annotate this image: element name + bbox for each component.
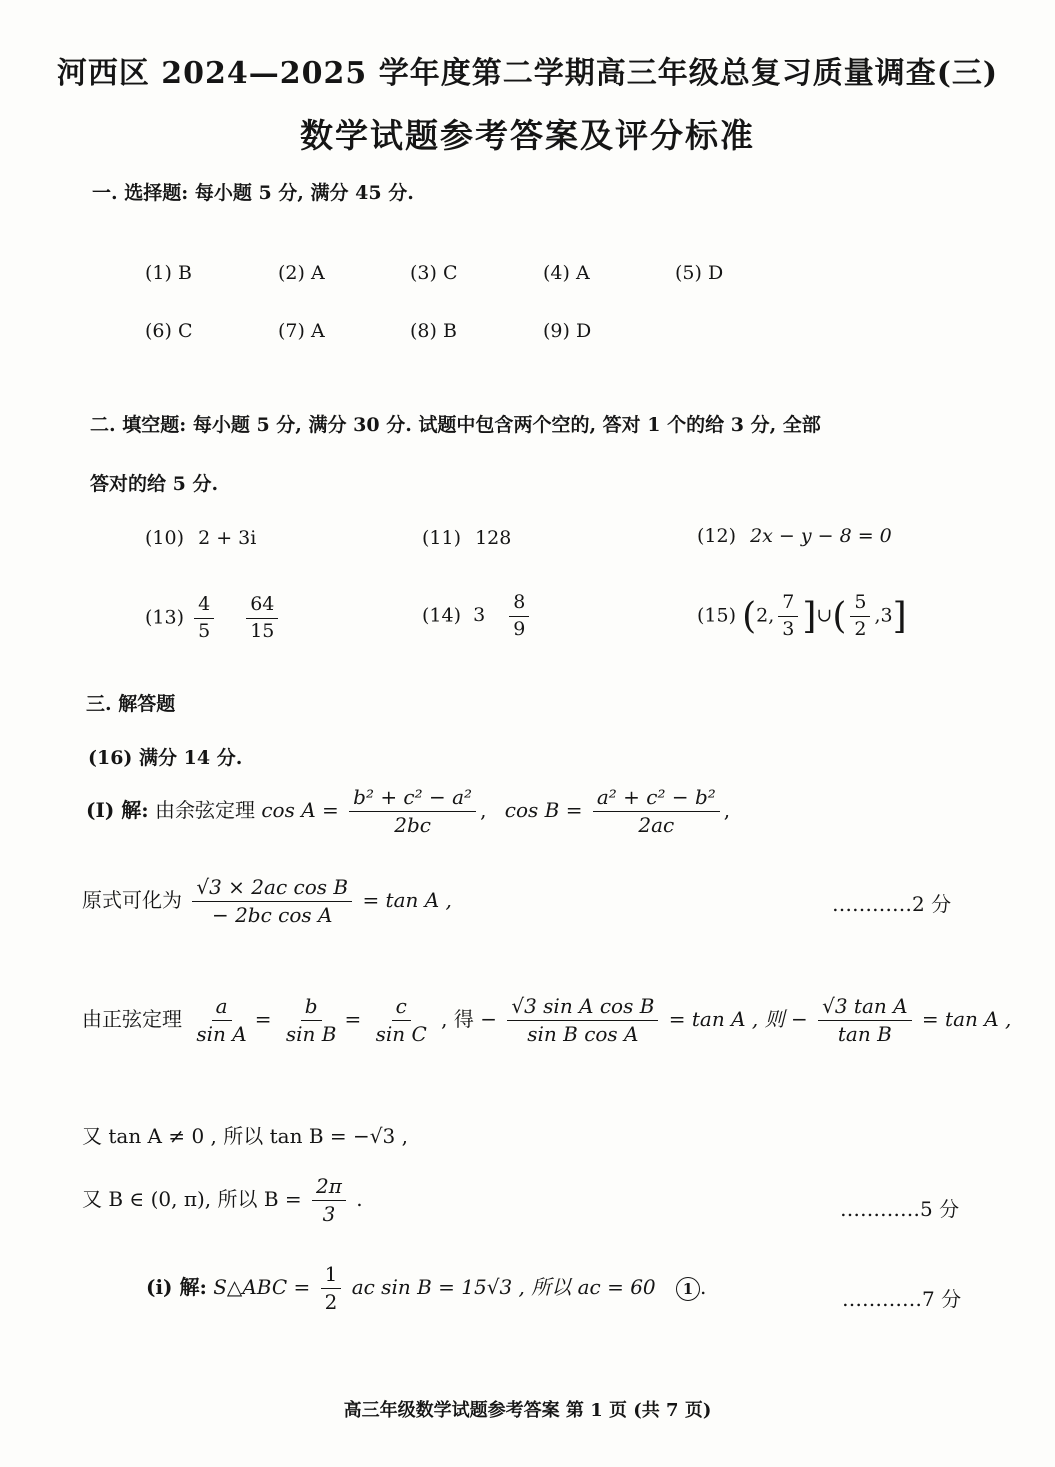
section2-heading-line1: 二. 填空题: 每小题 5 分, 满分 30 分. 试题中包含两个空的, 答对 1 个的给 3 分, 全部 xyxy=(90,414,821,436)
answer-10-label: (10) xyxy=(145,527,185,549)
score-7: …………7 分 xyxy=(842,1287,962,1311)
answer-6: (6) C xyxy=(145,320,193,342)
answer-12-label: (12) xyxy=(697,525,737,547)
area-lhs: S△ABC = xyxy=(213,1275,311,1299)
answer-5: (5) D xyxy=(675,262,724,284)
answer-14-value-1: 3 xyxy=(473,604,486,627)
tanB-line: 又 tan A ≠ 0 , 所以 tan B = −√3 , xyxy=(82,1124,408,1148)
get-text: , 得 − xyxy=(441,1007,497,1031)
answer-3: (3) C xyxy=(410,262,458,284)
document-subtitle: 数学试题参考答案及评分标准 xyxy=(300,116,755,155)
answer-13-fraction-1: $\frac{4}{5}$ xyxy=(194,594,214,643)
law-of-cosines-text: 由余弦定理 xyxy=(155,798,255,822)
part1-cosine-line: (Ⅰ) 解: 由余弦定理 cos A = $\frac{\text{b² + c² − a²}}{2bc}$ , cos B = $\frac{\text{a² + c² − b²}}{2ac}$ , xyxy=(86,785,731,837)
answer-11-value: 128 xyxy=(475,527,512,549)
union-symbol: ∪ xyxy=(816,604,833,627)
area-rhs: ac sin B = 15√3 , 所以 ac = 60 xyxy=(351,1275,656,1299)
question-16-heading: (16) 满分 14 分. xyxy=(88,747,243,769)
answer-14 xyxy=(422,592,533,641)
page-footer: 高三年级数学试题参考答案 第 1 页 (共 7 页) xyxy=(343,1400,712,1421)
answer-2: (2) A xyxy=(278,262,325,284)
answer-15-label: (15) xyxy=(697,604,737,627)
rewrite-text: 原式可化为 xyxy=(82,888,182,912)
answer-10-value: 2 + 3i xyxy=(198,527,257,549)
B-line-period: . xyxy=(356,1187,363,1211)
get-fraction: $\frac{\text{√3 sin A cos B}}{\text{sin B cos A}}$ xyxy=(507,995,658,1046)
sine-ratio-c: $\frac{c}{\text{sin C}}$ xyxy=(375,994,427,1046)
sine-ratio-a: $\frac{a}{\text{sin A}}$ xyxy=(196,994,247,1046)
answer-10 xyxy=(145,527,256,549)
circled-one-marker: 1 xyxy=(676,1277,700,1301)
section3-heading: 三. 解答题 xyxy=(86,693,176,715)
answer-14-label: (14) xyxy=(422,604,462,627)
part2-label: (ⅰ) 解: xyxy=(146,1275,207,1299)
law-of-sines-text: 由正弦定理 xyxy=(82,1007,182,1031)
score-5: …………5 分 xyxy=(840,1197,960,1221)
answer-8: (8) B xyxy=(410,320,457,342)
answer-4: (4) A xyxy=(543,262,590,284)
answer-11 xyxy=(422,527,511,549)
answer-13-label: (13) xyxy=(145,606,185,629)
section1-heading: 一. 选择题: 每小题 5 分, 满分 45 分. xyxy=(92,182,414,204)
law-of-sines-line: 由正弦定理 $\frac{a}{\text{sin A}}$ = $\frac{b}{\text{sin B}}$ = $\frac{c}{\text{sin C}}$ , 得 − $\frac{\text{√3 sin A cos B}}{\text{sin B cos A}}$ = tan A , 则 − $\frac{\text{√3 tan A}}{\text{tan B}}$ = tan A , xyxy=(82,994,1012,1046)
document-title: 河西区 2024—2025 学年度第二学期高三年级总复习质量调查(三) xyxy=(56,56,999,91)
answer-15: (15) (2, $\frac{7}{3}$ ]∪( $\frac{5}{2}$ ,3] xyxy=(697,591,907,640)
sine-ratio-b: $\frac{b}{\text{sin B}}$ xyxy=(285,994,337,1046)
area-line: (ⅰ) 解: S△ABC = $\frac{1}{2}$ ac sin B = 15√3 , 所以 ac = 60 1 . xyxy=(146,1262,707,1314)
answer-13 xyxy=(145,594,282,643)
B-fraction: $\frac{2\pi}{3}$ xyxy=(312,1175,346,1226)
area-half-fraction: $\frac{1}{2}$ xyxy=(321,1263,342,1314)
rewrite-line xyxy=(82,876,452,927)
answer-12-value: 2x − y − 8 = 0 xyxy=(750,525,892,547)
cosA-lhs: cos A = xyxy=(261,798,339,822)
answer-1: (1) B xyxy=(145,262,192,284)
rewrite-rhs: = tan A , xyxy=(362,888,452,912)
answer-12 xyxy=(697,525,892,547)
cosB-fraction: $\frac{\text{a² + c² − b²}}{2ac}$ xyxy=(593,786,720,837)
cosA-fraction: $\frac{\text{b² + c² − a²}}{2bc}$ xyxy=(349,786,476,837)
rewrite-fraction: $\frac{\text{√3 × 2ac cos B}}{\text{− 2bc cos A}}$ xyxy=(192,876,352,927)
answer-13-fraction-2: $\frac{64}{15}$ xyxy=(246,594,278,643)
answer-15-fraction-1: $\frac{7}{3}$ xyxy=(778,592,798,641)
then-fraction: $\frac{\text{√3 tan A}}{\text{tan B}}$ xyxy=(818,995,911,1046)
answer-15-fraction-2: $\frac{5}{2}$ xyxy=(850,592,870,641)
score-2: …………2 分 xyxy=(832,892,952,916)
answer-15-right: ,3 xyxy=(874,604,893,627)
section2-heading-line2: 答对的给 5 分. xyxy=(90,473,219,495)
B-line-text: 又 B ∈ (0, π), 所以 B = xyxy=(82,1187,302,1211)
part1-label: (Ⅰ) 解: xyxy=(86,798,149,822)
then-rhs: = tan A , xyxy=(921,1007,1012,1031)
answer-7: (7) A xyxy=(278,320,325,342)
answer-14-fraction: $\frac{8}{9}$ xyxy=(509,592,529,641)
B-value-line xyxy=(82,1175,363,1226)
answer-9: (9) D xyxy=(543,320,592,342)
answer-15-left: 2, xyxy=(756,604,775,627)
cosB-lhs: cos B = xyxy=(504,798,583,822)
get-rhs: = tan A , 则 − xyxy=(668,1007,808,1031)
answer-11-label: (11) xyxy=(422,527,462,549)
